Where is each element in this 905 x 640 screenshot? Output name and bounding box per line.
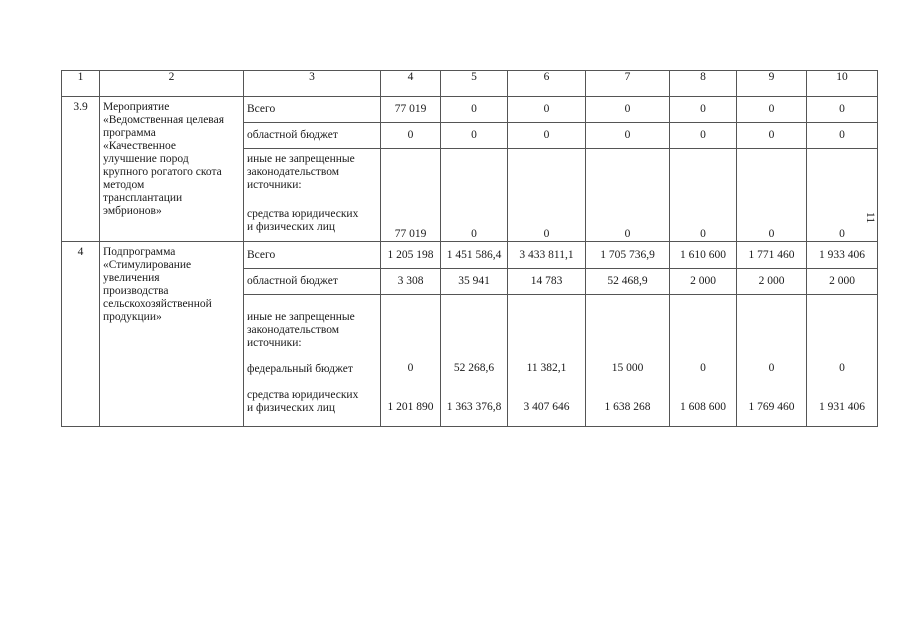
value-cell: 1 933 406: [807, 242, 878, 269]
source-label: областной бюджет: [244, 123, 381, 149]
row-number: 4: [62, 242, 100, 427]
value-cell-group: 15 000 1 638 268: [586, 295, 670, 427]
value-cell: 1 610 600: [670, 242, 737, 269]
value-cell: 2 000: [670, 269, 737, 295]
header-cell: 1: [62, 71, 100, 97]
source-label: Всего: [244, 242, 381, 269]
header-cell: 7: [586, 71, 670, 97]
value-cell: 0: [670, 123, 737, 149]
value-cell: 0: [807, 149, 878, 242]
header-cell: 8: [670, 71, 737, 97]
value-cell: 0: [807, 97, 878, 123]
header-row: [62, 71, 878, 97]
value-cell: 52 468,9: [586, 269, 670, 295]
value-cell: 0: [508, 123, 586, 149]
value-cell-group: 0 1 931 406: [807, 295, 878, 427]
value-cell: 14 783: [508, 269, 586, 295]
value-cell: 1 451 586,4: [441, 242, 508, 269]
value-cell-group: 0 1 608 600: [670, 295, 737, 427]
value-cell: 0: [441, 149, 508, 242]
value-cell: 3 308: [381, 269, 441, 295]
value-cell: 0: [381, 123, 441, 149]
value-cell: 0: [441, 123, 508, 149]
value-cell: 2 000: [737, 269, 807, 295]
value-cell: 3 433 811,1: [508, 242, 586, 269]
value-cell: 0: [508, 97, 586, 123]
source-label: Всего: [244, 97, 381, 123]
value-cell: 0: [807, 123, 878, 149]
value-cell: 0: [586, 123, 670, 149]
header-cell: 6: [508, 71, 586, 97]
value-cell: 0: [586, 97, 670, 123]
table-row: [62, 97, 878, 123]
table-row: [62, 242, 878, 269]
source-label: областной бюджет: [244, 269, 381, 295]
value-cell: 0: [737, 149, 807, 242]
value-cell-group: 52 268,6 1 363 376,8: [441, 295, 508, 427]
program-title: Мероприятие «Ведомственная целевая программа «Качественное улучшение пород крупного рогатого скота методом трансплантации эмбрионов»: [100, 97, 244, 242]
page-number: 11: [864, 212, 876, 224]
value-cell: 2 000: [807, 269, 878, 295]
budget-table: [61, 70, 878, 427]
value-cell: 0: [441, 97, 508, 123]
header-cell: 5: [441, 71, 508, 97]
source-label-group: иные не запрещенные законодательством источники: федеральный бюджет средства юридических и физических лиц: [244, 295, 381, 427]
value-cell-group: 11 382,1 3 407 646: [508, 295, 586, 427]
value-cell: 0: [737, 97, 807, 123]
header-cell: 9: [737, 71, 807, 97]
value-cell: 77 019: [381, 149, 441, 242]
header-cell: 3: [244, 71, 381, 97]
header-cell: 10: [807, 71, 878, 97]
value-cell: 77 019: [381, 97, 441, 123]
value-cell: 0: [670, 97, 737, 123]
value-cell-group: 0 1 769 460: [737, 295, 807, 427]
source-label-group: иные не запрещенные законодательством источники: средства юридических и физических лиц: [244, 149, 381, 242]
header-cell: 2: [100, 71, 244, 97]
value-cell: 0: [586, 149, 670, 242]
row-number: 3.9: [62, 97, 100, 242]
value-cell: 0: [508, 149, 586, 242]
value-cell: 1 705 736,9: [586, 242, 670, 269]
value-cell: 0: [737, 123, 807, 149]
value-cell: 1 771 460: [737, 242, 807, 269]
value-cell: 1 205 198: [381, 242, 441, 269]
header-cell: 4: [381, 71, 441, 97]
value-cell-group: 0 1 201 890: [381, 295, 441, 427]
value-cell: 0: [670, 149, 737, 242]
value-cell: 35 941: [441, 269, 508, 295]
program-title: Подпрограмма «Стимулирование увеличения производства сельскохозяйственной продукции»: [100, 242, 244, 427]
